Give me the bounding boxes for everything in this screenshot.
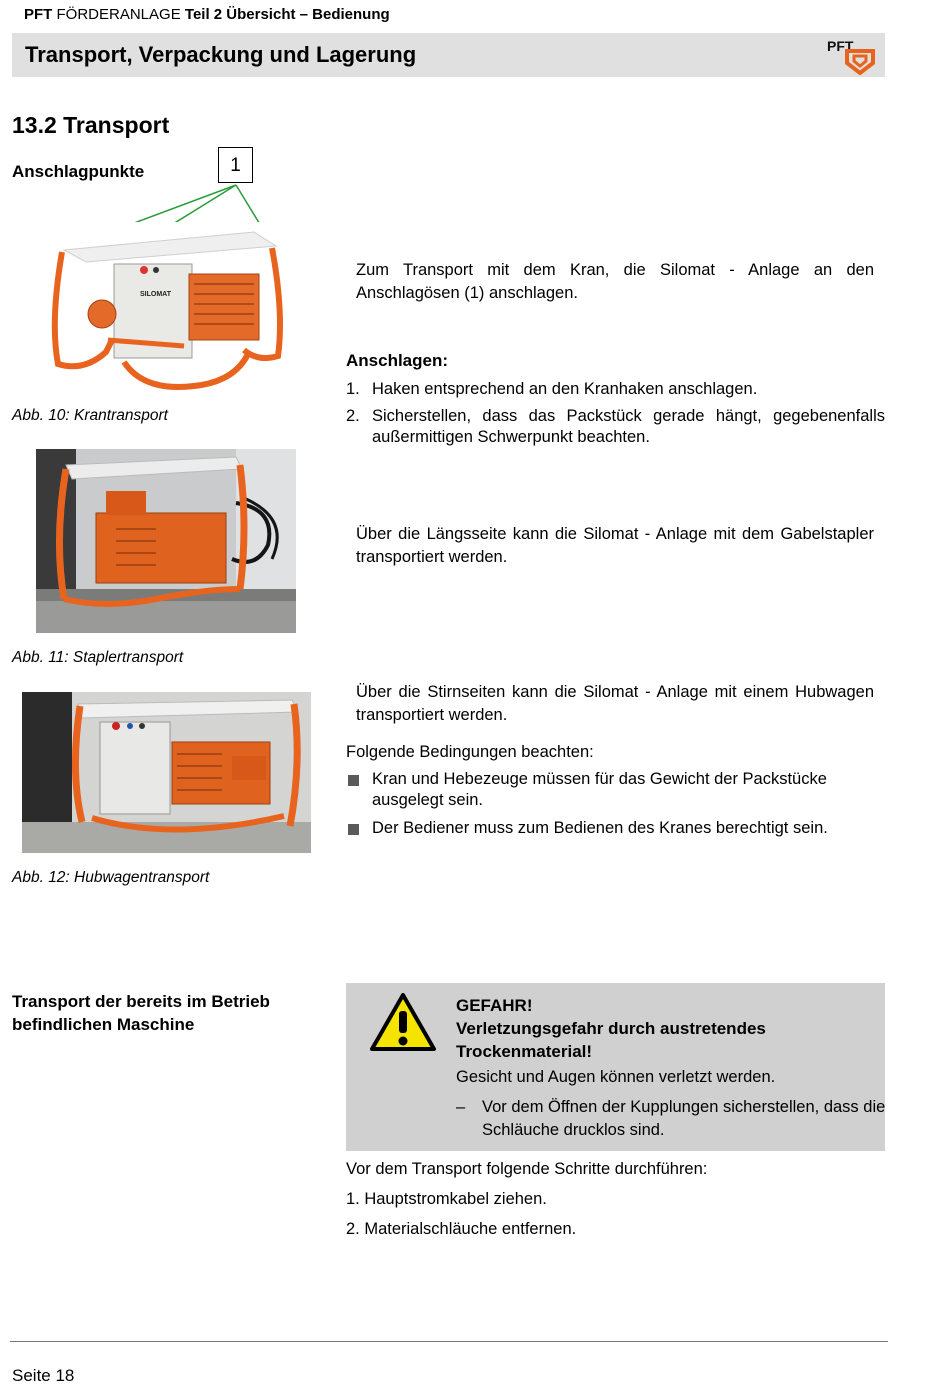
dash-bullet: – [456,1098,466,1116]
section-heading: 13.2 Transport [12,112,170,138]
machine-label: SILOMAT [140,291,171,298]
page-title: Transport, Verpackung und Lagerung [25,42,417,67]
list-item: Kran und Hebezeuge müssen für das Gewicht der Packstücke ausgelegt sein. [346,769,885,811]
warning-instruction: – Vor dem Öffnen der Kupplungen sicherstellen, dass die Schläuche drucklos sind. [456,1098,886,1139]
list-item: 1. Haken entsprechend an den Kranhaken anschlagen. [346,380,758,398]
header-part: Teil 2 Übersicht – Bedienung [184,6,390,23]
callout-number-box: 1 [218,147,253,183]
conditions-heading: Folgende Bedingungen beachten: [346,743,594,761]
caption-fig12: Abb. 12: Hubwagentransport [12,869,210,886]
step-2: 2. Materialschläuche entfernen. [346,1220,577,1238]
figure-crane-photo [44,222,290,400]
figure-pallet-truck-photo [22,692,311,853]
footer-rule [10,1341,888,1342]
callout-leader-lines [0,0,300,260]
list-item: Der Bediener muss zum Bedienen des Kranes berechtigt sein. [346,818,885,839]
subheading-anschlagpunkte: Anschlagpunkte [12,162,145,181]
header-product: FÖRDERANLAGE [56,6,181,23]
pft-logo-icon [825,37,877,75]
warning-subtitle: Verletzungsgefahr durch austretendes Trockenmaterial! [456,1019,766,1061]
step-1: 1. Hauptstromkabel ziehen. [346,1190,547,1208]
warning-heading [456,994,876,1063]
warning-triangle-icon [368,991,438,1053]
danger-warning-box [346,983,885,1151]
figure-forklift-photo [36,449,296,633]
page-number: Seite 18 [12,1366,75,1385]
anschlagen-heading: Anschlagen: [346,351,449,370]
forklift-text: Über die Längsseite kann die Silomat - Anlage mit dem Gabelstapler transportiert werden. [356,525,874,566]
steps-intro: Vor dem Transport folgende Schritte durchführen: [346,1160,708,1178]
operating-machine-heading: Transport der bereits im Betrieb befindlichen Maschine [12,992,270,1034]
header-brand: PFT [24,6,53,23]
anschlagen-steps [346,378,885,448]
caption-fig11: Abb. 11: Staplertransport [12,649,184,666]
conditions-list [346,769,885,839]
caption-fig10: Abb. 10: Krantransport [12,407,168,424]
list-item: 2. Sicherstellen, dass das Packstück gerade hängt, gegebenenfalls außermittigen Schwerpunkt beachten. [346,407,885,446]
square-bullet-icon [348,775,359,786]
logo-text: PFT [827,38,854,54]
square-bullet-icon [348,824,359,835]
warning-text: Gesicht und Augen können verletzt werden. [456,1068,776,1086]
warning-title: GEFAHR! [456,996,533,1015]
pallet-truck-text: Über die Stirnseiten kann die Silomat - Anlage mit einem Hubwagen transportiert werden. [356,683,874,724]
crane-instruction-text: Zum Transport mit dem Kran, die Silomat - Anlage an den Anschlagösen (1) anschlagen. [356,261,874,302]
